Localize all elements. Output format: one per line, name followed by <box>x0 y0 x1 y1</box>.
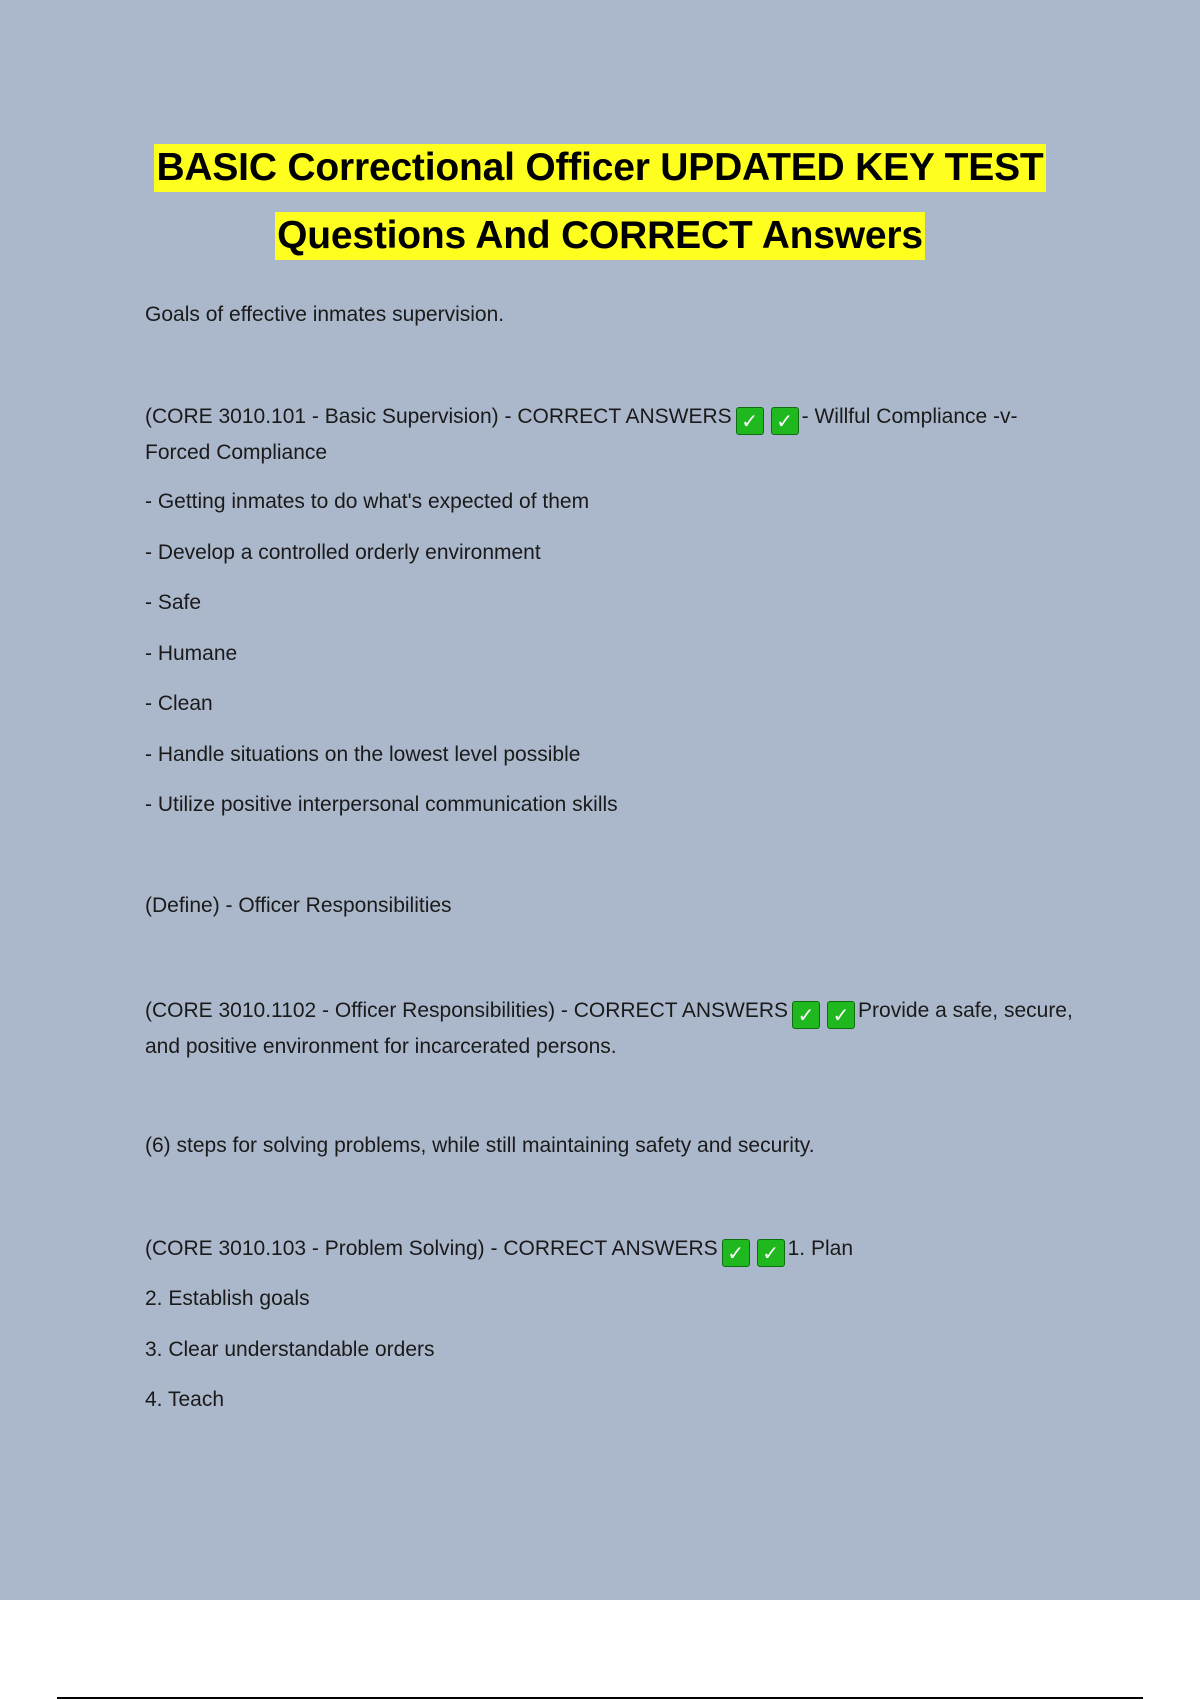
answer-1-item: - Handle situations on the lowest level possible <box>145 743 581 766</box>
answer-2-text: Provide a safe, secure, and positive environment for incarcerated persons. <box>145 999 1073 1058</box>
title-line-1: BASIC Correctional Officer UPDATED KEY TEST <box>154 144 1045 192</box>
answer-3-item: 3. Clear understandable orders <box>145 1338 435 1361</box>
answer-1-item: - Develop a controlled orderly environment <box>145 541 541 564</box>
title-line-2: Questions And CORRECT Answers <box>275 212 925 260</box>
check-mark-icon: ✓ <box>722 1239 750 1267</box>
check-mark-icon: ✓ <box>757 1239 785 1267</box>
question-2: (Define) - Officer Responsibilities <box>145 894 452 917</box>
answer-3 <box>145 1231 1085 1267</box>
answer-1-item: - Clean <box>145 692 213 715</box>
document-title <box>0 144 1200 260</box>
check-mark-icon: ✓ <box>792 1001 820 1029</box>
answer-3-prefix: (CORE 3010.103 - Problem Solving) - CORRECT ANSWERS <box>145 1237 718 1260</box>
answer-3-item: 2. Establish goals <box>145 1287 310 1310</box>
answer-3-text: 1. Plan <box>787 1237 854 1260</box>
answer-1-prefix: (CORE 3010.101 - Basic Supervision) - CORRECT ANSWERS <box>145 405 732 428</box>
answer-1 <box>145 399 1085 470</box>
question-3: (6) steps for solving problems, while still maintaining safety and security. <box>145 1134 815 1157</box>
footer-divider <box>57 1697 1143 1699</box>
check-mark-icon: ✓ <box>771 407 799 435</box>
answer-1-item: - Safe <box>145 591 202 614</box>
check-mark-icon: ✓ <box>827 1001 855 1029</box>
answer-1-item: - Humane <box>145 642 238 665</box>
check-mark-icon: ✓ <box>736 407 764 435</box>
answer-2 <box>145 993 1085 1064</box>
answer-2-prefix: (CORE 3010.1102 - Officer Responsibilities) - CORRECT ANSWERS <box>145 999 789 1022</box>
answer-3-item: 4. Teach <box>145 1388 225 1411</box>
answer-1-text: - Willful Compliance -v- Forced Compliance <box>145 405 1018 464</box>
answer-1-item: - Getting inmates to do what's expected of them <box>145 490 590 513</box>
question-1: Goals of effective inmates supervision. <box>145 303 505 326</box>
answer-1-item: - Utilize positive interpersonal communication skills <box>145 793 618 816</box>
